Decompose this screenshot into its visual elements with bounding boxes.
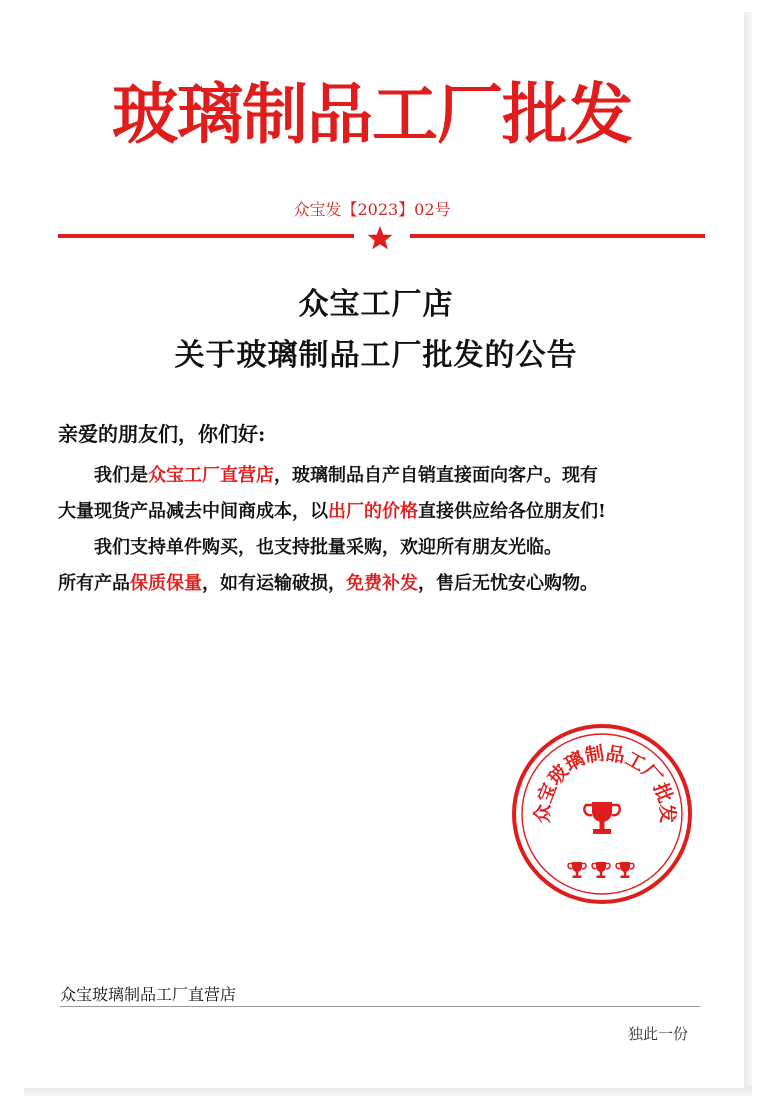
trophy-icon-small-2 — [592, 862, 610, 878]
notice-title-line1: 众宝工厂店 — [298, 287, 454, 322]
greeting: 亲爱的朋友们，你们好: — [58, 422, 266, 446]
footer-divider — [60, 1006, 700, 1007]
footer-organization: 众宝玻璃制品工厂直营店 — [60, 985, 237, 1004]
paragraph-2-line-2 — [58, 566, 708, 602]
text-segment: ，售后无忧安心购物。 — [418, 573, 598, 594]
highlight-quality: 保质保量 — [130, 573, 202, 594]
star-icon — [366, 224, 394, 252]
stamp-text: 众宝玻璃制品工厂批发 — [531, 742, 679, 824]
text-segment: ，如有运输破损， — [202, 573, 346, 594]
paragraph-2 — [58, 530, 708, 602]
trophy-icon-small-3 — [616, 862, 634, 878]
highlight-factory-price: 出厂的价格 — [328, 501, 418, 522]
text-segment: ，玻璃制品自产自销直接面向客户。现有 — [274, 465, 598, 486]
paragraph-2-line-1: 我们支持单件购买，也支持批量采购，欢迎所有朋友光临。 — [94, 537, 562, 558]
red-rule-left — [58, 234, 354, 238]
highlight-store-name: 众宝工厂直营店 — [148, 465, 274, 486]
red-header-title: 玻璃制品工厂批发 — [112, 76, 632, 153]
paragraph-1-line-1 — [58, 458, 708, 494]
paragraph-1 — [58, 458, 708, 530]
notice-title-line2: 关于玻璃制品工厂批发的公告 — [174, 338, 578, 373]
paragraph-1-line-2 — [58, 494, 708, 530]
highlight-free-reship: 免费补发 — [346, 573, 418, 594]
text-segment: 直接供应给各位朋友们! — [418, 501, 606, 522]
text-segment: 大量现货产品减去中间商成本，以 — [58, 501, 328, 522]
trophy-icon — [584, 802, 620, 834]
footer-copy-note: 独此一份 — [628, 1025, 689, 1043]
document-number: 众宝发【2023】02号 — [293, 200, 451, 219]
text-segment: 我们是 — [94, 465, 148, 486]
text-segment: 所有产品 — [58, 573, 130, 594]
red-seal-stamp — [510, 722, 694, 906]
red-rule-right — [410, 234, 705, 238]
trophy-icon-small-1 — [568, 862, 586, 878]
